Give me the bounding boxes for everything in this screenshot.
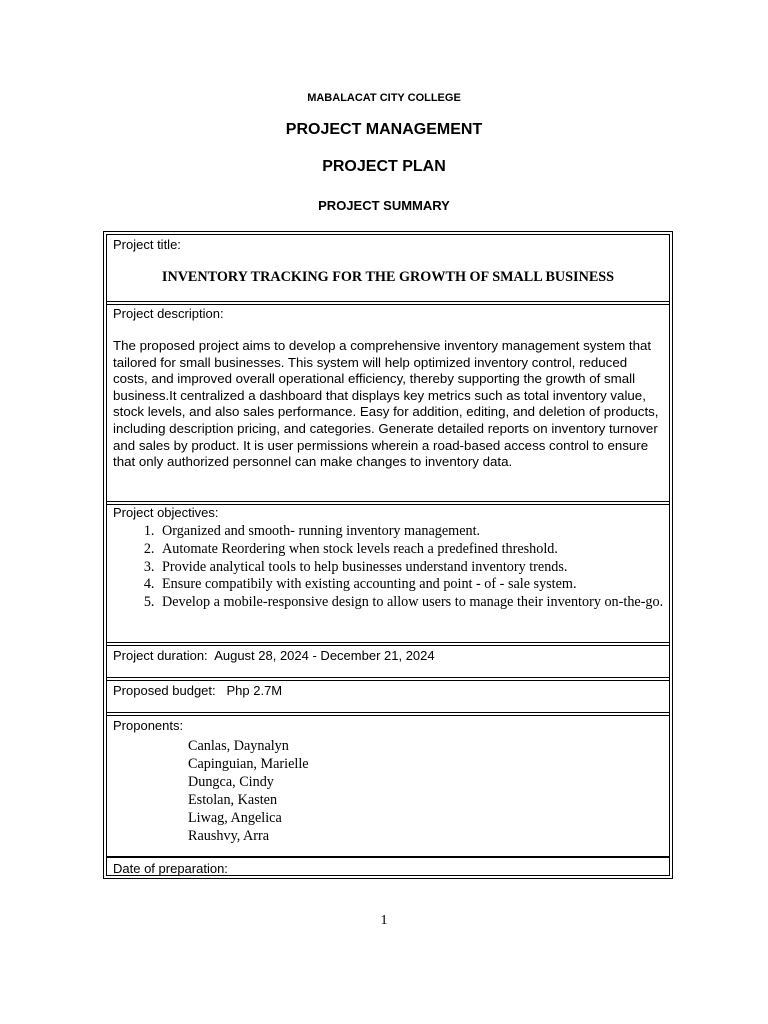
date-of-preparation-label: Date of preparation:: [113, 861, 228, 876]
project-description-text: The proposed project aims to develop a comprehensive inventory management system that tailored for small businesses. This system will help optimized inventory control, reduced costs, and improved overall operational efficiency, thereby supporting the growth of small business.It centralized a dashboard that displays key metrics such as total inventory value, stock levels, and also sales performance. Easy for addition, editing, and deletion of products, including description pricing, and categories. Generate detailed reports on inventory turnover and sales by product. It is user permissions wherein a road-based access control to ensure that only authorized personnel can make changes to inventory data.: [113, 338, 659, 470]
row-divider: [107, 642, 669, 646]
proposed-budget-row: [113, 683, 282, 699]
proponent-name: Canlas, Daynalyn: [188, 738, 289, 754]
document-title: PROJECT PLAN: [322, 158, 446, 175]
row-divider: [107, 677, 669, 681]
row-divider: [107, 856, 669, 858]
proponents-label: Proponents:: [113, 718, 184, 733]
page-number: 1: [380, 913, 388, 928]
course-title: PROJECT MANAGEMENT: [285, 121, 483, 138]
project-summary-table-inner: [106, 234, 670, 876]
proponent-name: Capinguian, Marielle: [188, 755, 309, 772]
objective-item: 5. Develop a mobile-responsive design to allow users to manage their inventory on-the-go.: [158, 594, 694, 612]
project-summary-table: [103, 231, 673, 879]
objective-item: 3. Provide analytical tools to help businesses understand inventory trends.: [158, 559, 694, 577]
proposed-budget-value: Php 2.7M: [226, 683, 283, 698]
objective-item: 2. Automate Reordering when stock levels reach a predefined threshold.: [158, 541, 694, 559]
row-divider: [107, 301, 669, 305]
project-objectives-label: Project objectives:: [113, 505, 219, 520]
college-name: MABALACAT CITY COLLEGE: [307, 92, 461, 104]
project-description-label: Project description:: [113, 306, 224, 321]
proponent-name: Dungca, Cindy: [188, 773, 274, 790]
project-title-label: Project title:: [113, 237, 181, 252]
proponent-name: Estolan, Kasten: [188, 791, 278, 808]
proponents-list: [188, 738, 309, 845]
proponent-name: Liwag, Angelica: [188, 809, 282, 826]
proposed-budget-label: Proposed budget:: [113, 683, 216, 698]
objective-item: 4. Ensure compatibily with existing accounting and point - of - sale system.: [158, 576, 694, 594]
project-duration-value: August 28, 2024 - December 21, 2024: [214, 648, 435, 663]
project-duration-label: Project duration:: [113, 648, 208, 663]
proponent-name: Raushvy, Arra: [188, 827, 270, 844]
project-title-value: INVENTORY TRACKING FOR THE GROWTH OF SMALL BUSINESS: [161, 269, 615, 285]
project-duration-row: [113, 648, 435, 664]
objective-item: 1. Organized and smooth- running inventory management.: [158, 523, 694, 541]
section-title: PROJECT SUMMARY: [318, 198, 450, 213]
project-objectives-list: [113, 523, 694, 612]
row-divider: [107, 712, 669, 716]
